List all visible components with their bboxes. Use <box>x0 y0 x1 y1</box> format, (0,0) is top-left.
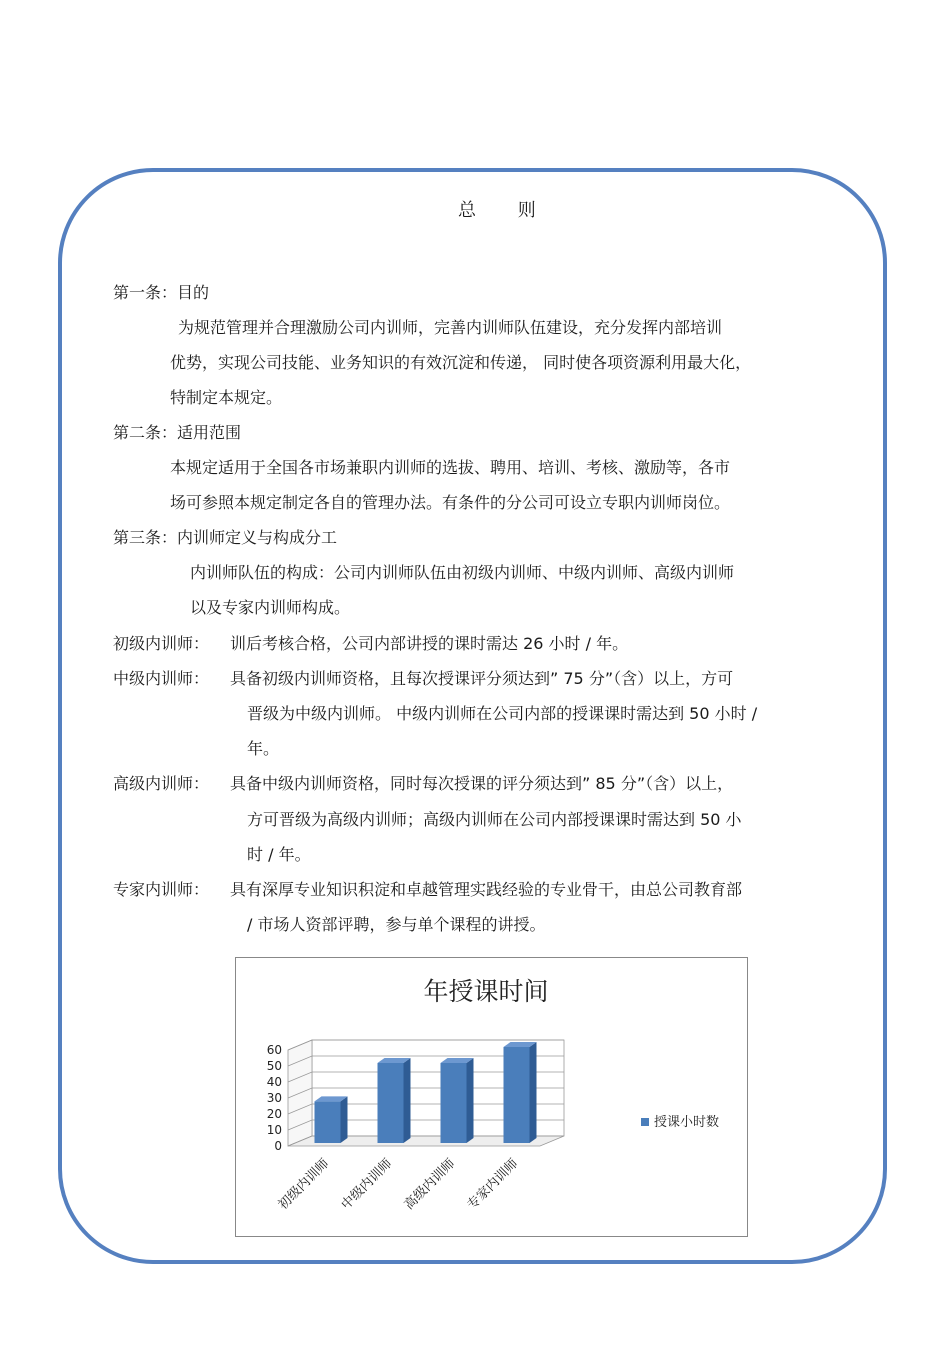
article-1-line: 特制定本规定。 <box>170 388 283 407</box>
level-text: 年。 <box>247 739 280 758</box>
y-tick-label: 50 <box>266 1059 282 1073</box>
x-category-label: 中级内训师 <box>338 1156 396 1213</box>
y-tick-label: 20 <box>266 1107 282 1121</box>
y-tick-label: 0 <box>274 1139 282 1153</box>
article-3-heading: 第三条：内训师定义与构成分工 <box>113 528 338 547</box>
level-label-senior: 高级内训师： <box>113 774 210 793</box>
level-text: 方可晋级为高级内训师；高级内训师在公司内部授课课时需达到 50 小 <box>247 810 742 829</box>
article-2-heading: 第二条：适用范围 <box>113 423 242 442</box>
bar <box>315 1101 341 1143</box>
y-tick-label: 10 <box>266 1123 282 1137</box>
chart-title: 年授课时间 <box>423 977 549 1006</box>
bar-side <box>341 1096 348 1143</box>
article-3-line: 以及专家内训师构成。 <box>190 598 351 617</box>
y-tick-label: 60 <box>266 1043 282 1057</box>
bar-side <box>530 1042 537 1143</box>
x-category-label: 初级内训师 <box>275 1156 333 1213</box>
bar-side <box>404 1058 411 1143</box>
level-text: 具备初级内训师资格，且每次授课评分须达到” 75 分”（含）以上，方可 <box>230 669 734 688</box>
article-1-line: 优势，实现公司技能、业务知识的有效沉淀和传递， 同时使各项资源利用最大化， <box>170 353 752 372</box>
level-text: / 市场人资部评聘，参与单个课程的讲授。 <box>247 915 546 934</box>
x-category-label: 专家内训师 <box>464 1156 522 1213</box>
article-1-heading: 第一条：目的 <box>113 283 210 302</box>
article-3-line: 内训师队伍的构成：公司内训师队伍由初级内训师、中级内训师、高级内训师 <box>190 563 735 582</box>
bar <box>504 1047 530 1143</box>
level-label-intermediate: 中级内训师： <box>113 669 210 688</box>
level-text: 具有深厚专业知识积淀和卓越管理实践经验的专业骨干，由总公司教育部 <box>230 880 743 899</box>
level-label-expert: 专家内训师： <box>113 880 210 899</box>
level-label-junior: 初级内训师： <box>113 634 210 653</box>
bar <box>378 1063 404 1143</box>
level-text: 具备中级内训师资格，同时每次授课的评分须达到” 85 分”（含）以上， <box>230 774 734 793</box>
article-2-line: 场可参照本规定制定各自的管理办法。有条件的分公司可设立专职内训师岗位。 <box>170 493 731 512</box>
level-text: 训后考核合格，公司内部讲授的课时需达 26 小时 / 年。 <box>230 634 629 653</box>
chart-container <box>235 957 748 1237</box>
level-text: 晋级为中级内训师。 中级内训师在公司内部的授课课时需达到 50 小时 / <box>247 704 758 723</box>
document-title: 总 则 <box>458 200 554 221</box>
article-2-line: 本规定适用于全国各市场兼职内训师的选拔、聘用、培训、考核、激励等，各市 <box>170 458 731 477</box>
x-category-label: 高级内训师 <box>401 1156 459 1213</box>
bar-side <box>467 1058 474 1143</box>
y-tick-label: 40 <box>266 1075 282 1089</box>
legend-swatch <box>641 1118 649 1126</box>
bar-chart <box>236 958 747 1236</box>
article-1-line: 为规范管理并合理激励公司内训师，完善内训师队伍建设，充分发挥内部培训 <box>178 318 723 337</box>
bar <box>441 1063 467 1143</box>
level-text: 时 / 年。 <box>247 845 311 864</box>
y-tick-label: 30 <box>266 1091 282 1105</box>
legend-label: 授课小时数 <box>654 1115 720 1130</box>
